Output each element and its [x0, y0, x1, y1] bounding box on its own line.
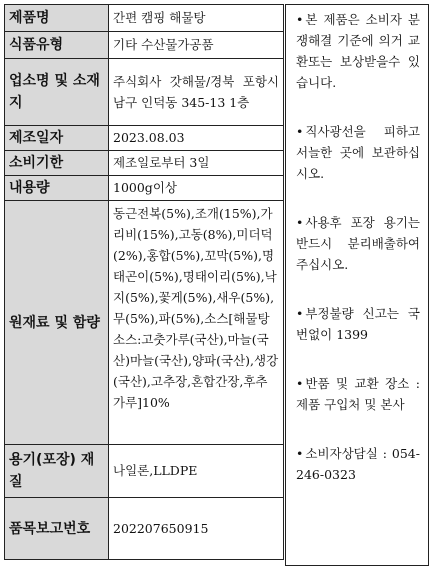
product-info-table	[4, 4, 284, 560]
value-product-name: 간편 캠핑 해물탕	[109, 5, 284, 32]
row-manufacture-date	[5, 126, 284, 151]
value-manufacture-date: 2023.08.03	[109, 126, 284, 151]
label-product-name: 제품명	[5, 5, 109, 32]
bullet-icon: •	[296, 446, 304, 461]
row-packaging	[5, 445, 284, 498]
label-company: 업소명 및 소재지	[5, 59, 109, 126]
bullet-icon: •	[296, 376, 304, 391]
label-ingredients: 원재료 및 함량	[5, 201, 109, 445]
label-manufacture-date: 제조일자	[5, 126, 109, 151]
row-report-no	[5, 498, 284, 560]
label-food-type: 식품유형	[5, 32, 109, 59]
notice-consumer-center	[296, 443, 420, 485]
notice-return-place	[296, 373, 420, 415]
bullet-icon: •	[296, 306, 304, 321]
value-packaging: 나일론,LLDPE	[109, 445, 284, 498]
value-company: 주식회사 갓해물/경북 포항시 남구 인덕동 345-13 1층	[109, 59, 284, 126]
value-expiry: 제조일로부터 3일	[109, 151, 284, 176]
value-food-type: 기타 수산물가공품	[109, 32, 284, 59]
notice-recycling	[296, 212, 420, 275]
notice-recycling-text: 사용후 포장 용기는 반드시 분리배출하여 주십시오.	[296, 215, 420, 272]
row-content-amount	[5, 176, 284, 201]
product-label-sheet	[4, 4, 429, 567]
notice-consumer-dispute-text: 본 제품은 소비자 분쟁해결 기준에 의거 교환또는 보상받을수 있습니다.	[296, 12, 420, 90]
value-content-amount: 1000g이상	[109, 176, 284, 201]
notice-report-hotline-text: 부정불량 신고는 국번없이 1399	[296, 306, 420, 342]
row-company	[5, 59, 284, 126]
value-ingredients: 동근전복(5%),조개(15%),가리비(15%),고동(8%),미더덕(2%),홍합(5%),꼬막(5%),명태곤이(5%),명태이리(5%),낙지(5%),꽃게(5%),새우(5%),무(5%),파(5%),소스[해물탕소스:고춧가루(국산),마늘(국산)마늘(국산),양파(국산),생강(국산),고추장,혼합간장,후추가루]10%	[109, 201, 284, 445]
bullet-icon: •	[296, 215, 304, 230]
notice-report-hotline	[296, 303, 420, 345]
label-packaging: 용기(포장) 재질	[5, 445, 109, 498]
label-report-no: 품목보고번호	[5, 498, 109, 560]
notice-storage-text: 직사광선을 피하고 서늘한 곳에 보관하십시오.	[296, 124, 420, 181]
row-product-name	[5, 5, 284, 32]
bullet-icon: •	[296, 12, 304, 27]
row-food-type	[5, 32, 284, 59]
notice-return-place-text: 반품 및 교환 장소 : 제품 구입처 및 본사	[296, 376, 420, 412]
notice-consumer-center-text: 소비자상담실 : 054-246-0323	[296, 446, 420, 482]
bullet-icon: •	[296, 124, 304, 139]
row-expiry	[5, 151, 284, 176]
label-content-amount: 내용량	[5, 176, 109, 201]
notice-consumer-dispute	[296, 9, 420, 93]
row-ingredients	[5, 201, 284, 445]
notice-panel	[285, 4, 429, 566]
label-expiry: 소비기한	[5, 151, 109, 176]
value-report-no: 202207650915	[109, 498, 284, 560]
notice-storage	[296, 121, 420, 184]
